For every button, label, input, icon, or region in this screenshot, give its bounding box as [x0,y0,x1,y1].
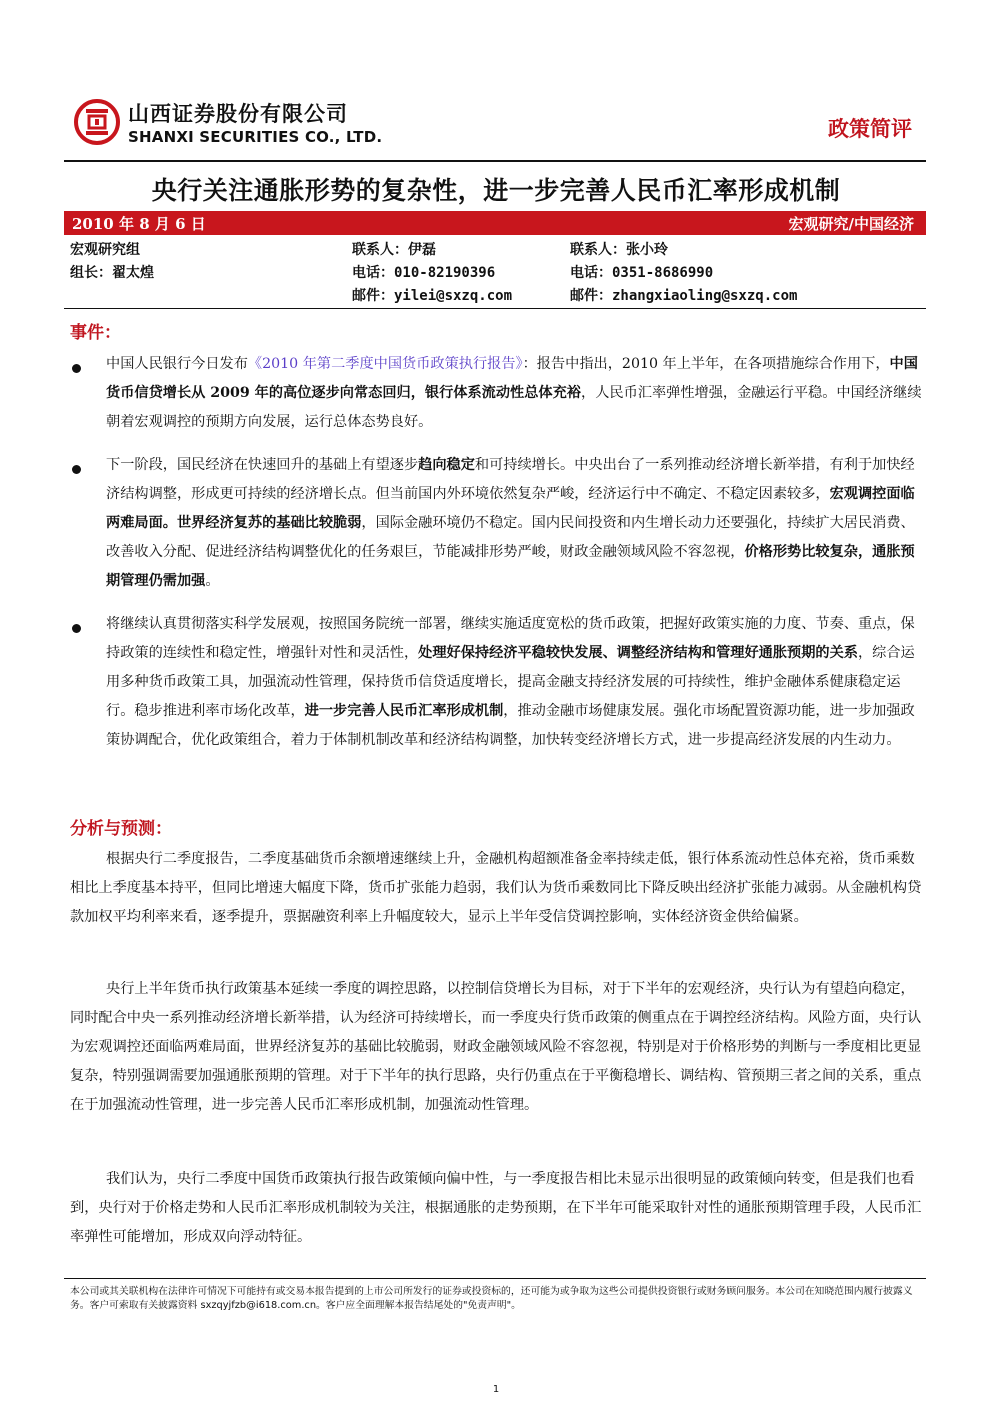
contact1-phone: 电话：010-82190396 [352,265,496,281]
analysis-paragraph-3: 我们认为，央行二季度中国货币政策执行报告政策倾向偏中性，与一季度报告相比未显示出很明显的政策倾向转变，但是我们也看到，央行对于价格走势和人民币汇率形成机制较为关注，根据通胀的走势预期，在下半年可能采取针对性的通胀预期管理手段，人民币汇率弹性可能增加，形成双向浮动特征。 [70,1171,922,1245]
bullet-icon [72,465,81,474]
event-bullet-2: 下一阶段，国民经济在快速回升的基础上有望逐步趋向稳定和可持续增长。中央出台了一系列推动经济增长新举措，有利于加快经济结构调整，形成更可持续的经济增长点。但当前国内外环境依然复杂严峻，经济运行中不确定、不稳定因素较多，宏观调控面临两难局面。世界经济复苏的基础比较脆弱，国际金融环境仍不稳定。国内民间投资和内生增长动力还要强化，持续扩大居民消费、改善收入分配、促进经济结构调整优化的任务艰巨，节能减排形势严峻，财政金融领域风险不容忽视，价格形势比较复杂，通胀预期管理仍需加强。 [106,457,915,589]
report-category: 宏观研究/中国经济 [788,215,914,233]
report-link[interactable]: 《2010 年第二季度中国货币政策执行报告》 [247,356,523,372]
header-divider [64,160,926,162]
disclaimer: 本公司或其关联机构在法律许可情况下可能持有或交易本报告提到的上市公司所发行的证券或投资标的，还可能为或争取为这些公司提供投资银行或财务顾问服务。本公司在知晓范围内履行披露义务。客户可索取有关披露资料 sxzqyjfzb@i618.com.cn。客户应全面理解本报告结尾处的"免责声明"。 [70,1286,913,1311]
shanxi-securities-logo-icon [74,98,120,146]
contacts-divider [64,308,926,309]
bullet-icon [72,624,81,633]
analysis-heading: 分析与预测： [70,819,172,839]
contact2-phone: 电话：0351-8686990 [570,265,714,281]
research-group: 宏观研究组 [70,242,140,258]
report-date: 2010 年 8 月 6 日 [72,215,206,233]
footer-divider [64,1278,926,1279]
event-bullet-1: 中国人民银行今日发布《2010 年第二季度中国货币政策执行报告》：报告中指出，2010 年上半年，在各项措施综合作用下，中国货币信贷增长从 2009 年的高位逐步向常态回归，银行体系流动性总体充裕，人民币汇率弹性增强，金融运行平稳。中国经济继续朝着宏观调控的预期方向发展，运行总体态势良好。 [106,356,922,430]
company-name-en: SHANXI SECURITIES CO., LTD. [128,128,383,146]
event-bullet-3: 将继续认真贯彻落实科学发展观，按照国务院统一部署，继续实施适度宽松的货币政策，把握好政策实施的力度、节奏、重点，保持政策的连续性和稳定性，增强针对性和灵活性，处理好保持经济平稳较快发展、调整经济结构和管理好通胀预期的关系，综合运用多种货币政策工具，加强流动性管理，保持货币信贷适度增长，提高金融支持经济发展的可持续性，维护金融体系健康稳定运行。稳步推进利率市场化改革，进一步完善人民币汇率形成机制，推动金融市场健康发展。强化市场配置资源功能，进一步加强政策协调配合，优化政策组合，着力于体制机制改革和经济结构调整，加快转变经济增长方式，进一步提高经济发展的内生动力。 [106,616,915,748]
contact2-email[interactable]: 邮件：zhangxiaoling@sxzq.com [570,288,798,304]
analysis-paragraph-1: 根据央行二季度报告，二季度基础货币余额增速继续上升，金融机构超额准备金率持续走低，银行体系流动性总体充裕，货币乘数相比上季度基本持平，但同比增速大幅度下降，货币扩张能力趋弱，我们认为货币乘数同比下降反映出经济扩张能力减弱。从金融机构贷款加权平均利率来看，逐季提升，票据融资利率上升幅度较大，显示上半年受信贷调控影响，实体经济资金供给偏紧。 [70,851,922,925]
contact1-name: 联系人：伊磊 [352,242,436,258]
analysis-paragraph-2: 央行上半年货币执行政策基本延续一季度的调控思路，以控制信贷增长为目标，对于下半年的宏观经济，央行认为有望趋向稳定，同时配合中央一系列推动经济增长新举措，认为经济可持续增长，而一季度央行货币政策的侧重点在于调控经济结构。风险方面，央行认为宏观调控还面临两难局面，世界经济复苏的基础比较脆弱，财政金融领域风险不容忽视，特别是对于价格形势的判断与一季度相比更显复杂，特别强调需要加强通胀预期的管理。对于下半年的执行思路，央行仍重点在于平衡稳增长、调结构、管预期三者之间的关系，重点在于加强流动性管理，进一步完善人民币汇率形成机制，加强流动性管理。 [70,981,922,1113]
bullet-icon [72,364,81,373]
report-title: 央行关注通胀形势的复杂性，进一步完善人民币汇率形成机制 [151,176,841,205]
company-name-cn: 山西证券股份有限公司 [128,102,348,126]
contact1-email[interactable]: 邮件：yilei@sxzq.com [352,288,513,304]
contact2-name: 联系人：张小玲 [570,242,668,258]
document-type: 政策简评 [828,117,912,141]
page-number: 1 [492,1384,500,1395]
group-leader: 组长：翟太煌 [70,265,154,281]
events-heading: 事件： [70,323,121,343]
